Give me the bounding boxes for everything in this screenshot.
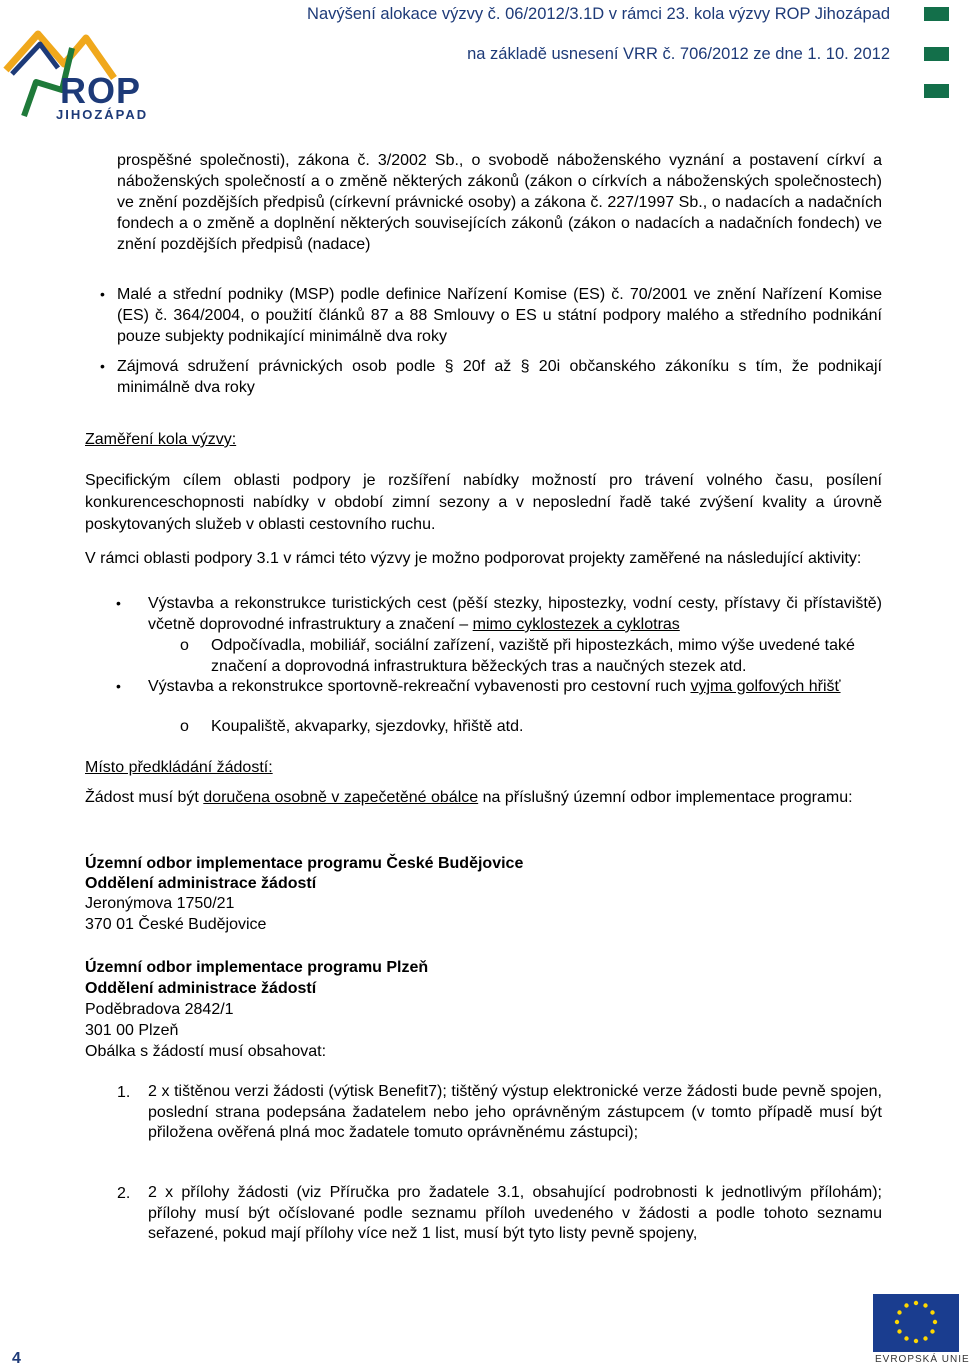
office2-name: Územní odbor implementace programu Plzeň: [85, 959, 429, 976]
intro-bullet-associations: Zájmová sdružení právnických osob podle § 20f až § 20i občanského zákoníku s tím, že podnikají minimálně dva roky: [117, 358, 882, 396]
rop-logo: [2, 18, 162, 126]
submission-text-underlined: doručena osobně v zapečetěné obálce: [203, 789, 479, 806]
page-number: 4: [12, 1350, 21, 1367]
submission-text-a: Žádost musí být: [85, 789, 199, 806]
rop-logo-text: ROP: [60, 70, 142, 111]
office1-name: Územní odbor implementace programu České Budějovice: [85, 855, 524, 872]
office2-street: Poděbradova 2842/1: [85, 1001, 234, 1018]
activity-item-1: [148, 593, 882, 635]
bullet-marker: •: [100, 286, 105, 302]
activity-item-2-sub: Koupaliště, akvaparky, sjezdovky, hřiště atd.: [211, 718, 524, 735]
header-decor-square-2: [924, 47, 949, 61]
header-subtitle: na základě usnesení VRR č. 706/2012 ze dne 1. 10. 2012: [467, 45, 890, 63]
envelope-list-item-2: 2 x přílohy žádosti (viz Příručka pro žadatele 3.1, obsahující podrobnosti k jednotlivým přílohám); přílohy musí být očíslované podle seznamu příloh uvedeného v žádosti a podle tohoto seznamu seřazené, pokud mají přílohy více než 1 list, musí být tyto listy pevně spojeny,: [148, 1184, 882, 1242]
intro-paragraph: prospěšné společnosti), zákona č. 3/2002 Sb., o svobodě náboženského vyznání a postavení církví a náboženských společností a o změně některých zákonů (zákon o církvích a náboženských společnostech) ve znění pozdějších předpisů (církevní právnické osoby) a zákona č. 227/1997 Sb., o nadacích a nadačních fondech a o změně a doplnění některých souvisejících zákonů (zákon o nadacích a nadačních fondech) ve znění pozdějších předpisů (nadace): [117, 152, 882, 253]
sub-marker: o: [180, 718, 189, 735]
eu-label: EVROPSKÁ UNIE: [875, 1354, 970, 1365]
activity-item-2-text: Výstavba a rekonstrukce sportovně-rekreační vybavenosti pro cestovní ruch: [148, 678, 687, 695]
activity-item-1-text: Výstavba a rekonstrukce turistických cest (pěší stezky, hipostezky, vodní cesty, přístavy či přístaviště) včetně doprovodné infrastruktury a značení –: [148, 595, 882, 633]
sub-marker: o: [180, 637, 189, 654]
bullet-marker: •: [116, 678, 121, 694]
office1-street: Jeronýmova 1750/21: [85, 895, 235, 912]
envelope-contents-heading: Obálka s žádostí musí obsahovat:: [85, 1043, 327, 1060]
submission-paragraph: [85, 787, 882, 809]
eu-logo: [873, 1294, 970, 1372]
office1-city: 370 01 České Budějovice: [85, 916, 267, 933]
focus-heading: Zaměření kola výzvy:: [85, 431, 237, 448]
submission-text-b: na příslušný územní odbor implementace programu:: [482, 789, 853, 806]
activity-item-1-sub: Odpočívadla, mobiliář, sociální zařízení, vaziště při hipostezkách, mimo výše uvedené také značení a doprovodná infrastruktura běžeckých tras a naučných stezek atd.: [211, 637, 855, 675]
office2-city: 301 00 Plzeň: [85, 1022, 179, 1039]
bullet-marker: •: [100, 358, 105, 374]
envelope-list-item-1: 2 x tištěnou verzi žádosti (výtisk Benefit7); tištěný výstup elektronické verze žádosti bude pevně spojen, poslední strana podepsána žadatelem nebo jeho oprávněným zástupcem (v tomto případě musí být přiložena ověřená plná moc žadatele tomuto oprávněnému zástupci);: [148, 1083, 882, 1141]
header-title: Navýšení alokace výzvy č. 06/2012/3.1D v rámci 23. kola výzvy ROP Jihozápad: [307, 5, 890, 23]
list-item-number: 2.: [117, 1185, 131, 1202]
list-item-number: 1.: [117, 1084, 131, 1101]
eu-flag-icon: [873, 1294, 959, 1352]
focus-paragraph-1: Specifickým cílem oblasti podpory je rozšíření nabídky možností pro trávení volného času, posílení konkurenceschopnosti nabídky v období zimní sezony a v neposlední řadě také zvýšení kvality a úrovně poskytovaných služeb v oblasti cestovního ruchu.: [85, 472, 882, 533]
rop-logo-subtext: JIHOZÁPAD: [56, 107, 149, 122]
intro-bullet-msp: Malé a střední podniky (MSP) podle definice Nařízení Komise (ES) č. 70/2001 ve znění Nařízení Komise (ES) č. 364/2004, o použití článků 87 a 88 Smlouvy o ES u státní podpory malého a středního podnikání pouze subjekty podnikající minimálně dva roky: [117, 286, 882, 345]
activity-item-2: [148, 676, 882, 697]
header-decor-square-1: [924, 7, 949, 21]
header-decor-square-3: [924, 84, 949, 98]
submission-heading: Místo předkládání žádostí:: [85, 759, 273, 776]
office1-dept: Oddělení administrace žádostí: [85, 875, 317, 892]
focus-paragraph-2: V rámci oblasti podpory 3.1 v rámci této výzvy je možno podporovat projekty zaměřené na následující aktivity:: [85, 550, 862, 567]
bullet-marker: •: [116, 595, 121, 611]
office2-dept: Oddělení administrace žádostí: [85, 980, 317, 997]
activity-item-2-exclusion: vyjma golfových hřišť: [690, 678, 841, 695]
activity-item-1-exclusion: mimo cyklostezek a cyklotras: [472, 616, 680, 633]
